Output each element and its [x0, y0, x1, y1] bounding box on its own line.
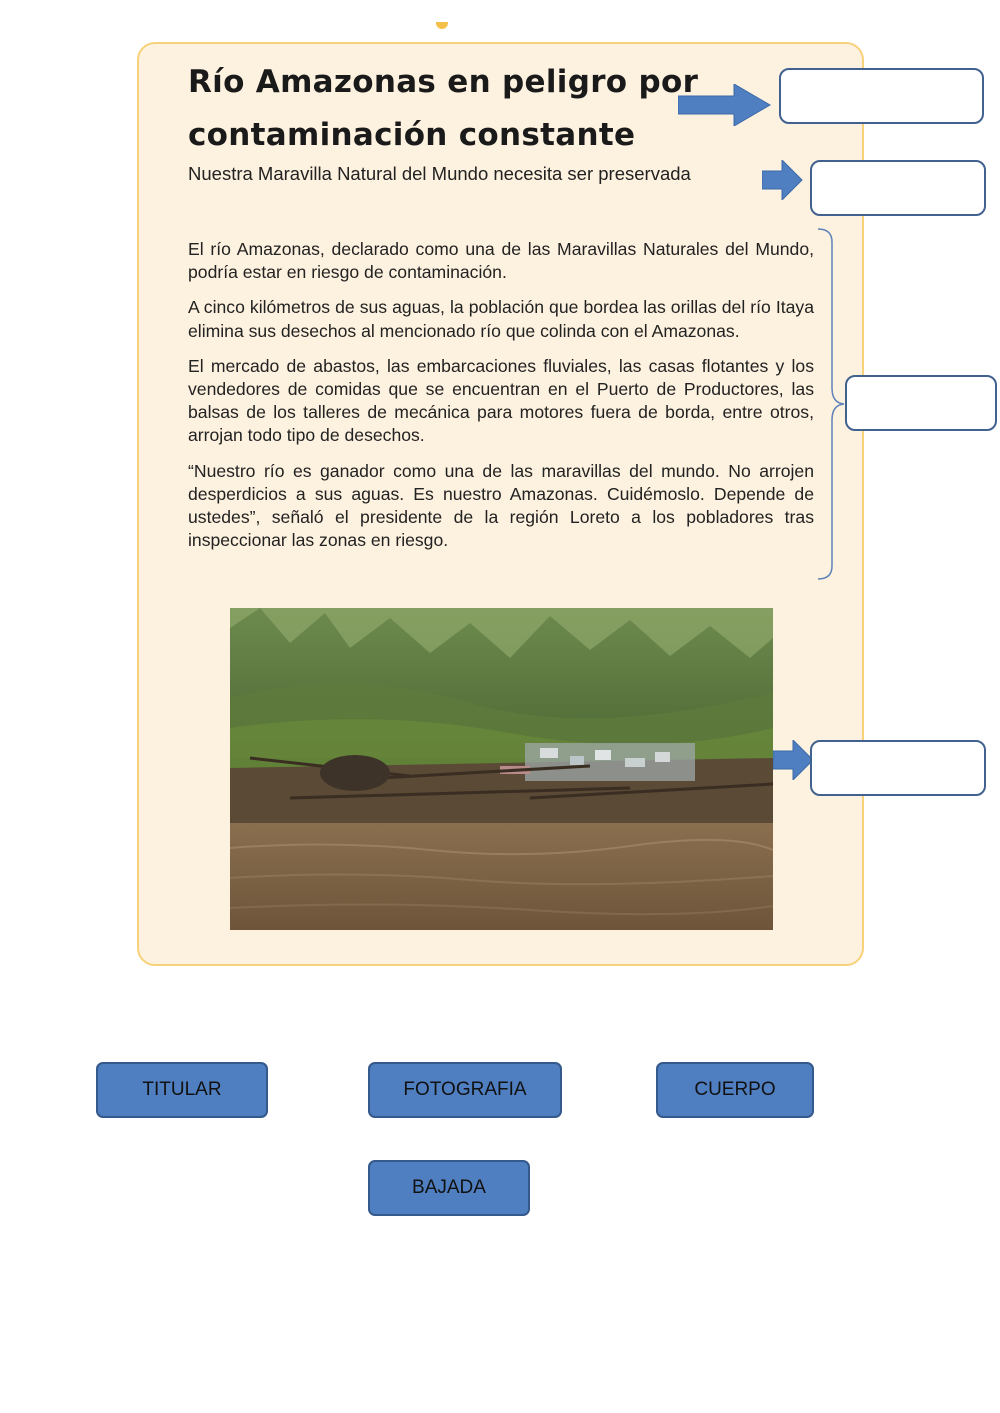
answer-box-subtitle[interactable]: [810, 160, 986, 216]
answer-box-photo[interactable]: [810, 740, 986, 796]
option-cuerpo[interactable]: CUERPO: [656, 1062, 814, 1118]
answer-box-headline[interactable]: [779, 68, 984, 124]
article-paragraph: El mercado de abastos, las embarcaciones fluviales, las casas flotantes y los vendedores de comidas que se encuentran en el Puerto de Productores, las balsas de los talleres de mecánica para motores fuera de borda, entre otros, arrojan todo tipo de desechos.: [188, 355, 814, 446]
article-paragraph: El río Amazonas, declarado como una de las Maravillas Naturales del Mundo, podría estar en riesgo de contaminación.: [188, 239, 814, 283]
decorative-dot: [436, 22, 448, 29]
article-paragraph: “Nuestro río es ganador como una de las maravillas del mundo. No arrojen desperdicios a sus aguas. Es nuestro Amazonas. Cuidémoslo. Depende de ustedes”, señaló el presidente de la región Loreto a los pobladores tras inspeccionar las zonas en riesgo.: [188, 460, 814, 551]
article-body: [188, 238, 814, 564]
article-subtitle: Nuestra Maravilla Natural del Mundo necesita ser preservada: [188, 163, 691, 184]
arrow-right-icon: [762, 160, 804, 200]
option-bajada[interactable]: BAJADA: [368, 1160, 530, 1216]
option-titular[interactable]: TITULAR: [96, 1062, 268, 1118]
arrow-right-icon: [773, 740, 815, 780]
option-fotografia[interactable]: FOTOGRAFIA: [368, 1062, 562, 1118]
article-paragraph: A cinco kilómetros de sus aguas, la población que bordea las orillas del río Itaya elimina sus desechos al mencionado río que colinda con el Amazonas.: [188, 297, 814, 341]
article-headline: Río Amazonas en peligro por contaminación constante: [188, 64, 699, 153]
river-photo: [230, 608, 773, 930]
arrow-right-icon: [678, 84, 772, 126]
answer-box-body[interactable]: [845, 375, 997, 431]
body-bracket: [816, 228, 846, 580]
